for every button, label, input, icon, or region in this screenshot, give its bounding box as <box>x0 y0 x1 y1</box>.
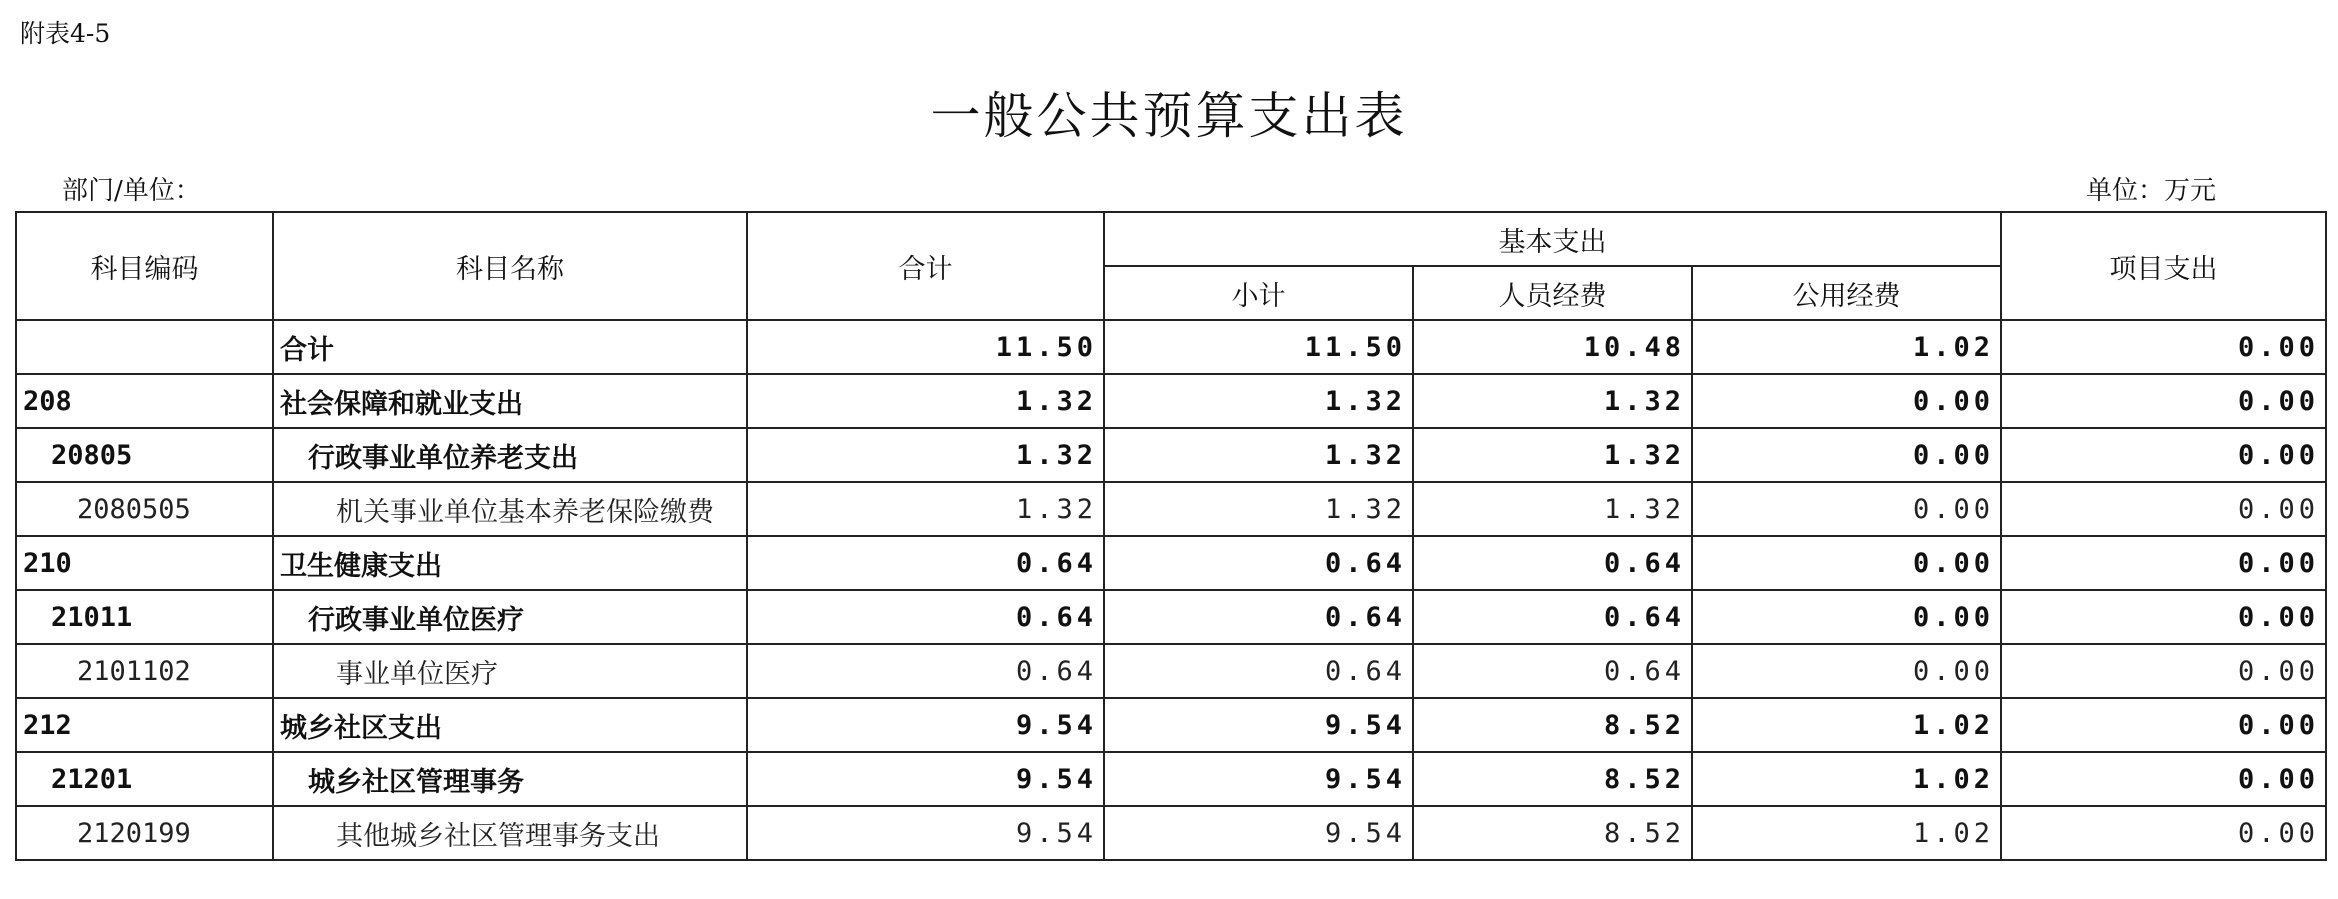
cell-subtotal: 1.32 <box>1104 374 1413 428</box>
table-row <box>16 482 2326 536</box>
cell-code: 2101102 <box>16 644 273 698</box>
cell-code: 210 <box>16 536 273 590</box>
cell-personnel: 1.32 <box>1413 374 1692 428</box>
cell-total: 1.32 <box>747 482 1104 536</box>
table-row <box>16 320 2326 374</box>
cell-personnel: 0.64 <box>1413 590 1692 644</box>
cell-code: 21201 <box>16 752 273 806</box>
cell-personnel: 1.32 <box>1413 428 1692 482</box>
cell-public: 1.02 <box>1692 752 2001 806</box>
department-label: 部门/单位： <box>62 176 201 206</box>
cell-personnel: 0.64 <box>1413 536 1692 590</box>
header-total: 合计 <box>747 212 1104 320</box>
cell-project: 0.00 <box>2001 590 2326 644</box>
header-subtotal: 小计 <box>1104 266 1413 320</box>
cell-name: 社会保障和就业支出 <box>273 374 747 428</box>
table-row <box>16 590 2326 644</box>
cell-subtotal: 0.64 <box>1104 536 1413 590</box>
cell-subtotal: 1.32 <box>1104 428 1413 482</box>
cell-public: 0.00 <box>1692 590 2001 644</box>
table-row <box>16 806 2326 860</box>
cell-public: 0.00 <box>1692 374 2001 428</box>
cell-total: 0.64 <box>747 644 1104 698</box>
table-row <box>16 374 2326 428</box>
header-code: 科目编码 <box>16 212 273 320</box>
table-row <box>16 752 2326 806</box>
cell-project: 0.00 <box>2001 482 2326 536</box>
cell-name: 行政事业单位养老支出 <box>273 428 747 482</box>
cell-name: 机关事业单位基本养老保险缴费 <box>273 482 747 536</box>
page-title: 一般公共预算支出表 <box>930 87 1408 145</box>
budget-expenditure-table <box>15 211 2327 861</box>
header-personnel: 人员经费 <box>1413 266 1692 320</box>
table-row <box>16 698 2326 752</box>
table-row <box>16 644 2326 698</box>
cell-subtotal: 1.32 <box>1104 482 1413 536</box>
cell-total: 1.32 <box>747 374 1104 428</box>
cell-project: 0.00 <box>2001 752 2326 806</box>
table-row <box>16 428 2326 482</box>
cell-total: 0.64 <box>747 590 1104 644</box>
cell-subtotal: 9.54 <box>1104 698 1413 752</box>
cell-total: 9.54 <box>747 698 1104 752</box>
cell-name: 城乡社区管理事务 <box>273 752 747 806</box>
cell-personnel: 8.52 <box>1413 698 1692 752</box>
cell-subtotal: 11.50 <box>1104 320 1413 374</box>
cell-public: 1.02 <box>1692 806 2001 860</box>
cell-name: 其他城乡社区管理事务支出 <box>273 806 747 860</box>
cell-total: 9.54 <box>747 806 1104 860</box>
cell-personnel: 8.52 <box>1413 806 1692 860</box>
cell-total: 0.64 <box>747 536 1104 590</box>
cell-project: 0.00 <box>2001 320 2326 374</box>
header-row-top <box>16 212 2326 266</box>
cell-code: 21011 <box>16 590 273 644</box>
cell-code: 2080505 <box>16 482 273 536</box>
cell-name: 行政事业单位医疗 <box>273 590 747 644</box>
cell-public: 1.02 <box>1692 698 2001 752</box>
cell-code: 20805 <box>16 428 273 482</box>
cell-project: 0.00 <box>2001 536 2326 590</box>
cell-personnel: 10.48 <box>1413 320 1692 374</box>
cell-name: 城乡社区支出 <box>273 698 747 752</box>
cell-public: 0.00 <box>1692 536 2001 590</box>
cell-subtotal: 0.64 <box>1104 590 1413 644</box>
header-name: 科目名称 <box>273 212 747 320</box>
cell-total: 9.54 <box>747 752 1104 806</box>
attachment-number: 附表4-5 <box>20 19 111 48</box>
unit-label: 单位：万元 <box>2086 176 2217 206</box>
cell-subtotal: 0.64 <box>1104 644 1413 698</box>
cell-public: 0.00 <box>1692 644 2001 698</box>
header-public: 公用经费 <box>1692 266 2001 320</box>
cell-personnel: 8.52 <box>1413 752 1692 806</box>
cell-project: 0.00 <box>2001 428 2326 482</box>
cell-personnel: 1.32 <box>1413 482 1692 536</box>
cell-code: 212 <box>16 698 273 752</box>
table-row <box>16 536 2326 590</box>
header-basic: 基本支出 <box>1104 212 2001 266</box>
cell-subtotal: 9.54 <box>1104 752 1413 806</box>
cell-total: 1.32 <box>747 428 1104 482</box>
cell-name: 合计 <box>273 320 747 374</box>
header-project: 项目支出 <box>2001 212 2326 320</box>
cell-name: 事业单位医疗 <box>273 644 747 698</box>
cell-public: 0.00 <box>1692 482 2001 536</box>
cell-project: 0.00 <box>2001 698 2326 752</box>
cell-code: 208 <box>16 374 273 428</box>
cell-code: 2120199 <box>16 806 273 860</box>
cell-personnel: 0.64 <box>1413 644 1692 698</box>
cell-public: 1.02 <box>1692 320 2001 374</box>
cell-public: 0.00 <box>1692 428 2001 482</box>
cell-name: 卫生健康支出 <box>273 536 747 590</box>
cell-code <box>16 320 273 374</box>
cell-project: 0.00 <box>2001 374 2326 428</box>
cell-total: 11.50 <box>747 320 1104 374</box>
cell-project: 0.00 <box>2001 644 2326 698</box>
cell-subtotal: 9.54 <box>1104 806 1413 860</box>
cell-project: 0.00 <box>2001 806 2326 860</box>
